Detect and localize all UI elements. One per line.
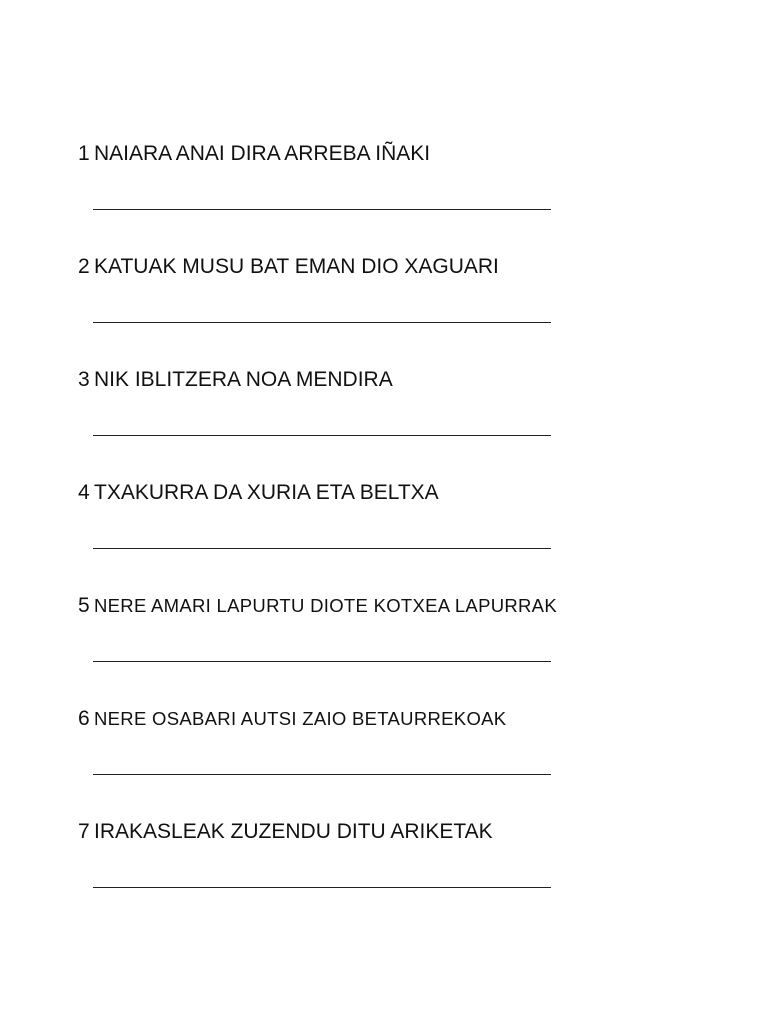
exercise-text: NAIARA ANAI DIRA ARREBA IÑAKI <box>94 142 431 165</box>
exercise-sentence <box>78 818 493 846</box>
exercise-7 <box>78 818 718 918</box>
exercise-number: 6 <box>78 707 90 730</box>
answer-line[interactable] <box>93 548 551 549</box>
exercise-number: 2 <box>78 255 90 278</box>
answer-line[interactable] <box>93 887 551 888</box>
exercise-number: 7 <box>78 820 90 843</box>
exercise-text: IRAKASLEAK ZUZENDU DITU ARIKETAK <box>94 820 493 843</box>
exercise-6 <box>78 705 718 805</box>
answer-line[interactable] <box>93 774 551 775</box>
exercise-4 <box>78 479 718 579</box>
exercise-text: NIK IBLITZERA NOA MENDIRA <box>94 368 393 391</box>
exercise-number: 3 <box>78 368 90 391</box>
answer-line[interactable] <box>93 661 551 662</box>
answer-line[interactable] <box>93 322 551 323</box>
exercise-2 <box>78 253 718 353</box>
exercise-sentence <box>78 592 557 620</box>
exercise-sentence <box>78 253 499 281</box>
exercise-sentence <box>78 366 393 394</box>
exercise-3 <box>78 366 718 466</box>
answer-line[interactable] <box>93 209 551 210</box>
exercise-text: NERE OSABARI AUTSI ZAIO BETAURREKOAK <box>94 708 507 729</box>
exercise-number: 1 <box>78 142 90 165</box>
exercise-text: KATUAK MUSU BAT EMAN DIO XAGUARI <box>94 255 499 278</box>
exercise-number: 4 <box>78 481 90 504</box>
exercise-sentence <box>78 705 506 733</box>
exercise-5 <box>78 592 718 692</box>
exercise-sentence <box>78 140 430 168</box>
exercise-1 <box>78 140 718 240</box>
exercise-text: TXAKURRA DA XURIA ETA BELTXA <box>94 481 439 504</box>
answer-line[interactable] <box>93 435 551 436</box>
exercise-sentence <box>78 479 439 507</box>
exercise-text: NERE AMARI LAPURTU DIOTE KOTXEA LAPURRAK <box>94 595 557 616</box>
exercise-number: 5 <box>78 594 90 617</box>
